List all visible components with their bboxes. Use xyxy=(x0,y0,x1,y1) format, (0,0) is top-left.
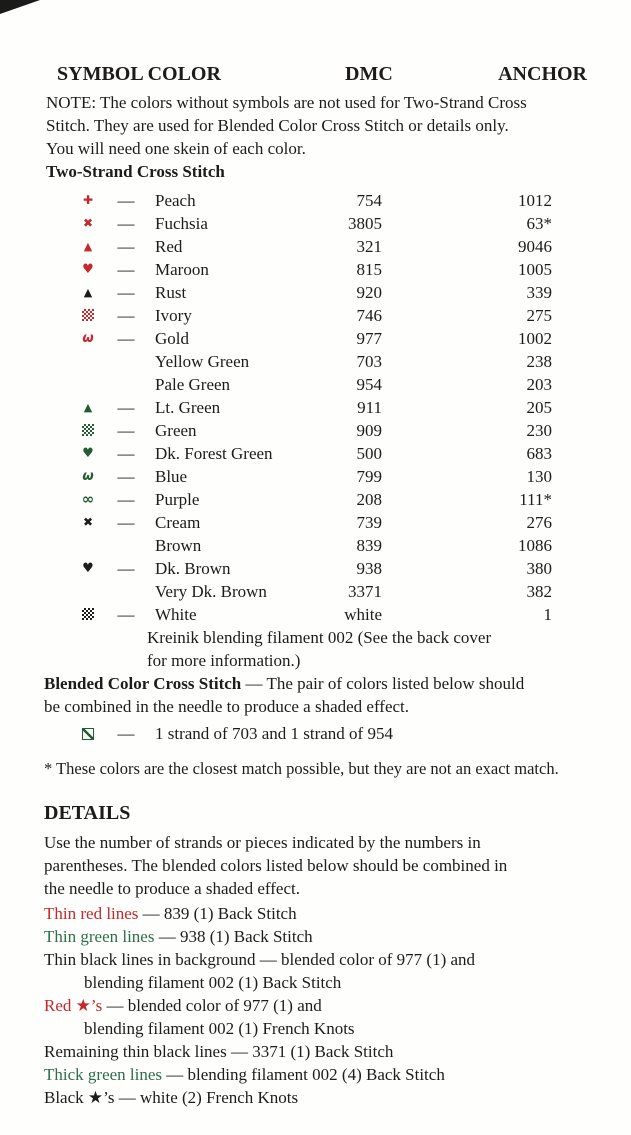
table-row xyxy=(44,281,592,304)
table-row xyxy=(44,442,592,465)
omega-icon: ω xyxy=(82,331,94,346)
details-item-line xyxy=(44,902,592,925)
blended-line1 xyxy=(44,672,592,695)
table-row xyxy=(44,396,592,419)
triangle-icon: ▲ xyxy=(83,286,93,299)
dash: — xyxy=(117,283,135,302)
cell-dmc: 3371 xyxy=(348,582,382,601)
details-item-rest: — blended color of 977 (1) and xyxy=(102,996,322,1015)
details-item-rest: — blended color of 977 (1) and xyxy=(255,950,476,969)
note-line: Stitch. They are used for Blended Color Cross Stitch or details only. xyxy=(46,116,509,135)
blend-square-icon xyxy=(74,722,102,745)
header-dmc: DMC xyxy=(345,63,393,85)
dash: — xyxy=(117,605,135,624)
details-item-rest: — white (2) French Knots xyxy=(114,1088,299,1107)
cell-name: Brown xyxy=(155,536,202,555)
cell-anchor: 339 xyxy=(526,283,552,302)
blended-symbol-row xyxy=(44,722,592,745)
dash: — xyxy=(117,237,135,256)
details-item-lead: Remaining thin black lines xyxy=(44,1042,227,1061)
checker-icon xyxy=(74,419,102,442)
dash: — xyxy=(117,513,135,532)
cell-dmc: 911 xyxy=(357,398,382,417)
dash: — xyxy=(117,559,135,578)
details-item-lead: Thick green lines xyxy=(44,1065,163,1084)
details-item-line xyxy=(44,994,592,1017)
details-item xyxy=(44,925,592,948)
cell-anchor: 1005 xyxy=(518,260,552,279)
table-row xyxy=(44,465,592,488)
details-item xyxy=(44,994,592,1040)
footnote: * These colors are the closest match possible, but they are not an exact match. xyxy=(44,759,559,778)
cell-name: Gold xyxy=(155,329,189,348)
cell-dmc: 739 xyxy=(356,513,382,532)
blended-line1-rest: — The pair of colors listed below should xyxy=(241,674,525,693)
dash: — xyxy=(117,306,135,325)
cell-dmc: 799 xyxy=(356,467,382,486)
cell-anchor: 1002 xyxy=(518,329,552,348)
cell-anchor: 276 xyxy=(526,513,552,532)
blended-line2: be combined in the needle to produce a shaded effect. xyxy=(44,697,410,716)
dash: — xyxy=(117,260,135,279)
blend-row-text: 1 strand of 703 and 1 strand of 954 xyxy=(155,724,393,743)
cell-anchor: 275 xyxy=(526,306,552,325)
details-item-line xyxy=(44,1086,592,1109)
details-list xyxy=(44,902,592,1109)
table-row xyxy=(44,557,592,580)
dash: — xyxy=(117,398,135,417)
details-item-line xyxy=(44,1040,592,1063)
details-item-lead: Thin red lines xyxy=(44,904,139,923)
checker-icon xyxy=(74,603,102,626)
table-row xyxy=(44,327,592,350)
details-intro-line: Use the number of strands or pieces indicated by the numbers in xyxy=(44,833,481,852)
details-item-continuation: blending filament 002 (1) Back Stitch xyxy=(84,973,342,992)
cell-anchor: 205 xyxy=(526,398,552,417)
dash: — xyxy=(117,490,135,509)
details-item-rest: — 3371 (1) Back Stitch xyxy=(226,1042,394,1061)
cell-name: Blue xyxy=(155,467,188,486)
cell-anchor: 130 xyxy=(526,467,552,486)
color-key-table xyxy=(44,189,592,626)
table-row xyxy=(44,488,592,511)
table-row xyxy=(44,534,592,557)
cell-name: Maroon xyxy=(155,260,209,279)
table-row xyxy=(44,373,592,396)
dash: — xyxy=(117,444,135,463)
cell-name: Rust xyxy=(155,283,187,302)
header-symbol-color: SYMBOL COLOR xyxy=(57,63,221,85)
table-row xyxy=(44,580,592,603)
details-item-lead: Thin black lines in background xyxy=(44,950,256,969)
cell-name: Very Dk. Brown xyxy=(155,582,267,601)
table-row xyxy=(44,235,592,258)
heart-icon: ♥ xyxy=(82,561,94,576)
cell-name: Red xyxy=(155,237,183,256)
cell-name: Green xyxy=(155,421,197,440)
details-item-continuation: blending filament 002 (1) French Knots xyxy=(84,1019,355,1038)
details-item-rest: — blending filament 002 (4) Back Stitch xyxy=(162,1065,445,1084)
table-row xyxy=(44,304,592,327)
details-item-rest: — 839 (1) Back Stitch xyxy=(138,904,297,923)
kreinik-note xyxy=(147,626,592,672)
blended-paragraph xyxy=(44,672,592,718)
cell-dmc: 703 xyxy=(356,352,382,371)
header-anchor: ANCHOR xyxy=(498,63,587,85)
details-intro xyxy=(44,831,592,900)
cell-anchor: 238 xyxy=(526,352,552,371)
dash: — xyxy=(117,724,135,743)
cell-dmc: 938 xyxy=(356,559,382,578)
kreinik-line: Kreinik blending filament 002 (See the back cover xyxy=(147,628,492,647)
two-strand-heading: Two-Strand Cross Stitch xyxy=(46,162,225,181)
note-line: NOTE: The colors without symbols are not used for Two-Strand Cross xyxy=(46,93,527,112)
cell-dmc: 839 xyxy=(356,536,382,555)
cell-anchor: 1 xyxy=(543,605,552,624)
details-item-rest: — 938 (1) Back Stitch xyxy=(154,927,313,946)
x-icon: ✖ xyxy=(82,515,94,529)
cell-dmc: 321 xyxy=(356,237,382,256)
kreinik-line: for more information.) xyxy=(147,651,301,670)
cell-name: Fuchsia xyxy=(155,214,208,233)
cell-anchor: 63* xyxy=(526,214,552,233)
cell-dmc: 977 xyxy=(356,329,382,348)
table-row xyxy=(44,258,592,281)
dash: — xyxy=(117,214,135,233)
infinity-icon: ∞ xyxy=(81,490,95,508)
details-item-lead: Red ★’s xyxy=(44,996,103,1015)
dash: — xyxy=(117,329,135,348)
table-row xyxy=(44,350,592,373)
cell-dmc: 815 xyxy=(356,260,382,279)
details-item-line xyxy=(44,925,592,948)
scan-corner-artifact xyxy=(0,0,40,14)
heart-icon: ♥ xyxy=(82,446,94,461)
cell-anchor: 1012 xyxy=(518,191,552,210)
details-item xyxy=(44,1086,592,1109)
table-row xyxy=(44,212,592,235)
x-icon: ✖ xyxy=(82,216,94,230)
note-line: You will need one skein of each color. xyxy=(46,139,306,158)
cell-name: Purple xyxy=(155,490,200,509)
dash: — xyxy=(117,421,135,440)
details-item-line xyxy=(44,948,592,971)
cell-dmc: white xyxy=(344,605,382,624)
details-item xyxy=(44,902,592,925)
cell-dmc: 3805 xyxy=(348,214,382,233)
cell-dmc: 754 xyxy=(356,191,382,210)
triangle-icon: ▲ xyxy=(83,401,93,414)
cell-anchor: 230 xyxy=(526,421,552,440)
cell-anchor: 380 xyxy=(526,559,552,578)
key-table-header xyxy=(44,62,592,88)
details-item-lead: Black ★’s xyxy=(44,1088,115,1107)
cell-name: Ivory xyxy=(155,306,192,325)
details-heading: DETAILS xyxy=(44,802,131,824)
heart-icon: ♥ xyxy=(82,262,94,277)
cell-dmc: 208 xyxy=(356,490,382,509)
details-item xyxy=(44,1040,592,1063)
cell-name: White xyxy=(155,605,197,624)
dash: — xyxy=(117,191,135,210)
triangle-icon: ▲ xyxy=(83,240,93,253)
cell-anchor: 111* xyxy=(519,490,552,509)
checker-icon xyxy=(74,304,102,327)
blended-heading: Blended Color Cross Stitch xyxy=(44,674,242,693)
cell-anchor: 382 xyxy=(526,582,552,601)
note-paragraph xyxy=(46,91,592,160)
cell-dmc: 909 xyxy=(356,421,382,440)
table-row xyxy=(44,189,592,212)
table-row xyxy=(44,603,592,626)
cell-dmc: 920 xyxy=(356,283,382,302)
cell-anchor: 9046 xyxy=(518,237,552,256)
omega-icon: ω xyxy=(82,469,94,484)
cell-name: Peach xyxy=(155,191,196,210)
cell-name: Dk. Brown xyxy=(155,559,231,578)
cell-dmc: 954 xyxy=(356,375,382,394)
cell-name: Dk. Forest Green xyxy=(155,444,273,463)
dash: — xyxy=(117,467,135,486)
cell-dmc: 500 xyxy=(356,444,382,463)
cell-anchor: 203 xyxy=(526,375,552,394)
cell-name: Pale Green xyxy=(155,375,231,394)
cell-name: Yellow Green xyxy=(155,352,250,371)
details-item-lead: Thin green lines xyxy=(44,927,155,946)
cell-anchor: 683 xyxy=(526,444,552,463)
details-intro-line: parentheses. The blended colors listed below should be combined in xyxy=(44,856,508,875)
cell-anchor: 1086 xyxy=(518,536,552,555)
table-row xyxy=(44,511,592,534)
table-row xyxy=(44,419,592,442)
details-item xyxy=(44,1063,592,1086)
cell-name: Cream xyxy=(155,513,201,532)
details-intro-line: the needle to produce a shaded effect. xyxy=(44,879,300,898)
plus-icon: ✚ xyxy=(82,193,94,207)
details-item xyxy=(44,948,592,994)
cell-name: Lt. Green xyxy=(155,398,221,417)
details-item-line xyxy=(44,1063,592,1086)
cell-dmc: 746 xyxy=(356,306,382,325)
page-content xyxy=(44,62,592,1109)
